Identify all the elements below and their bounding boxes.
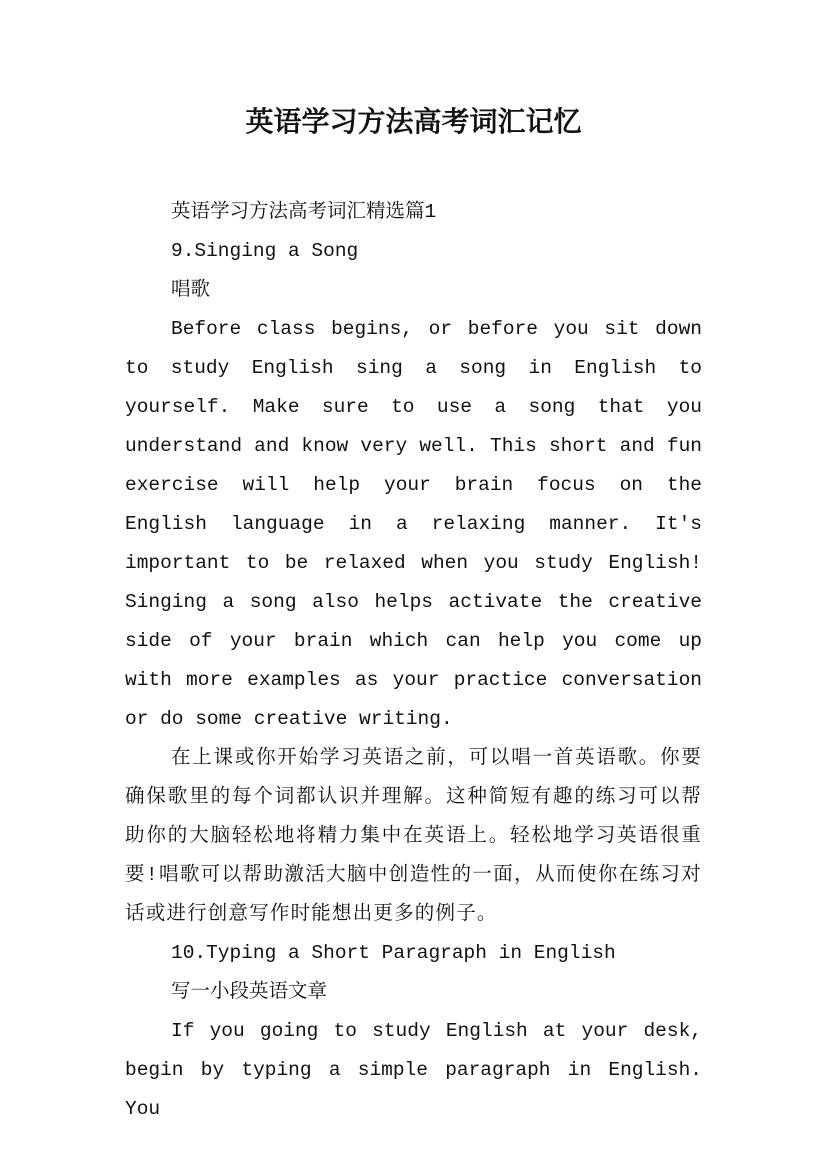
item-9-heading: 9.Singing a Song (171, 240, 359, 262)
item-9-paragraph-chinese: 在上课或你开始学习英语之前，可以唱一首英语歌。你要确保歌里的每个词都认识并理解。这种简短有趣的练习可以帮助你的大脑轻松地将精力集中在英语上。轻松地学习英语很重要!唱歌可以帮助激活大脑中创造性的一面，从而使你在练习对话或进行创意写作时能想出更多的例子。 (125, 747, 702, 925)
item-10-paragraph-wrapper (125, 1012, 702, 1120)
item-10-subheading: 写一小段英语文章 (171, 981, 328, 1003)
document-body (125, 193, 702, 1120)
item-9-paragraph-english: Before class begins, or before you sit down to study English sing a song in English to yourself. Make sure to use a song that you understand and know very well. This short and fun exercise will help your brain focus on the English language in a relaxing manner. It's important to be relaxed when you study English! Singing a song also helps activate the creative side of your brain which can help you come up with more examples as your practice conversation or do some creative writing. (125, 318, 702, 730)
item-10-heading: 10.Typing a Short Paragraph in English (171, 942, 616, 964)
item-10-paragraph-english: If you going to study English at your desk, begin by typing a simple paragraph in English. You (125, 1020, 702, 1120)
section-heading: 英语学习方法高考词汇精选篇1 (171, 201, 437, 223)
document-title: 英语学习方法高考词汇记忆 (245, 105, 582, 138)
item-9-subheading: 唱歌 (171, 279, 211, 301)
